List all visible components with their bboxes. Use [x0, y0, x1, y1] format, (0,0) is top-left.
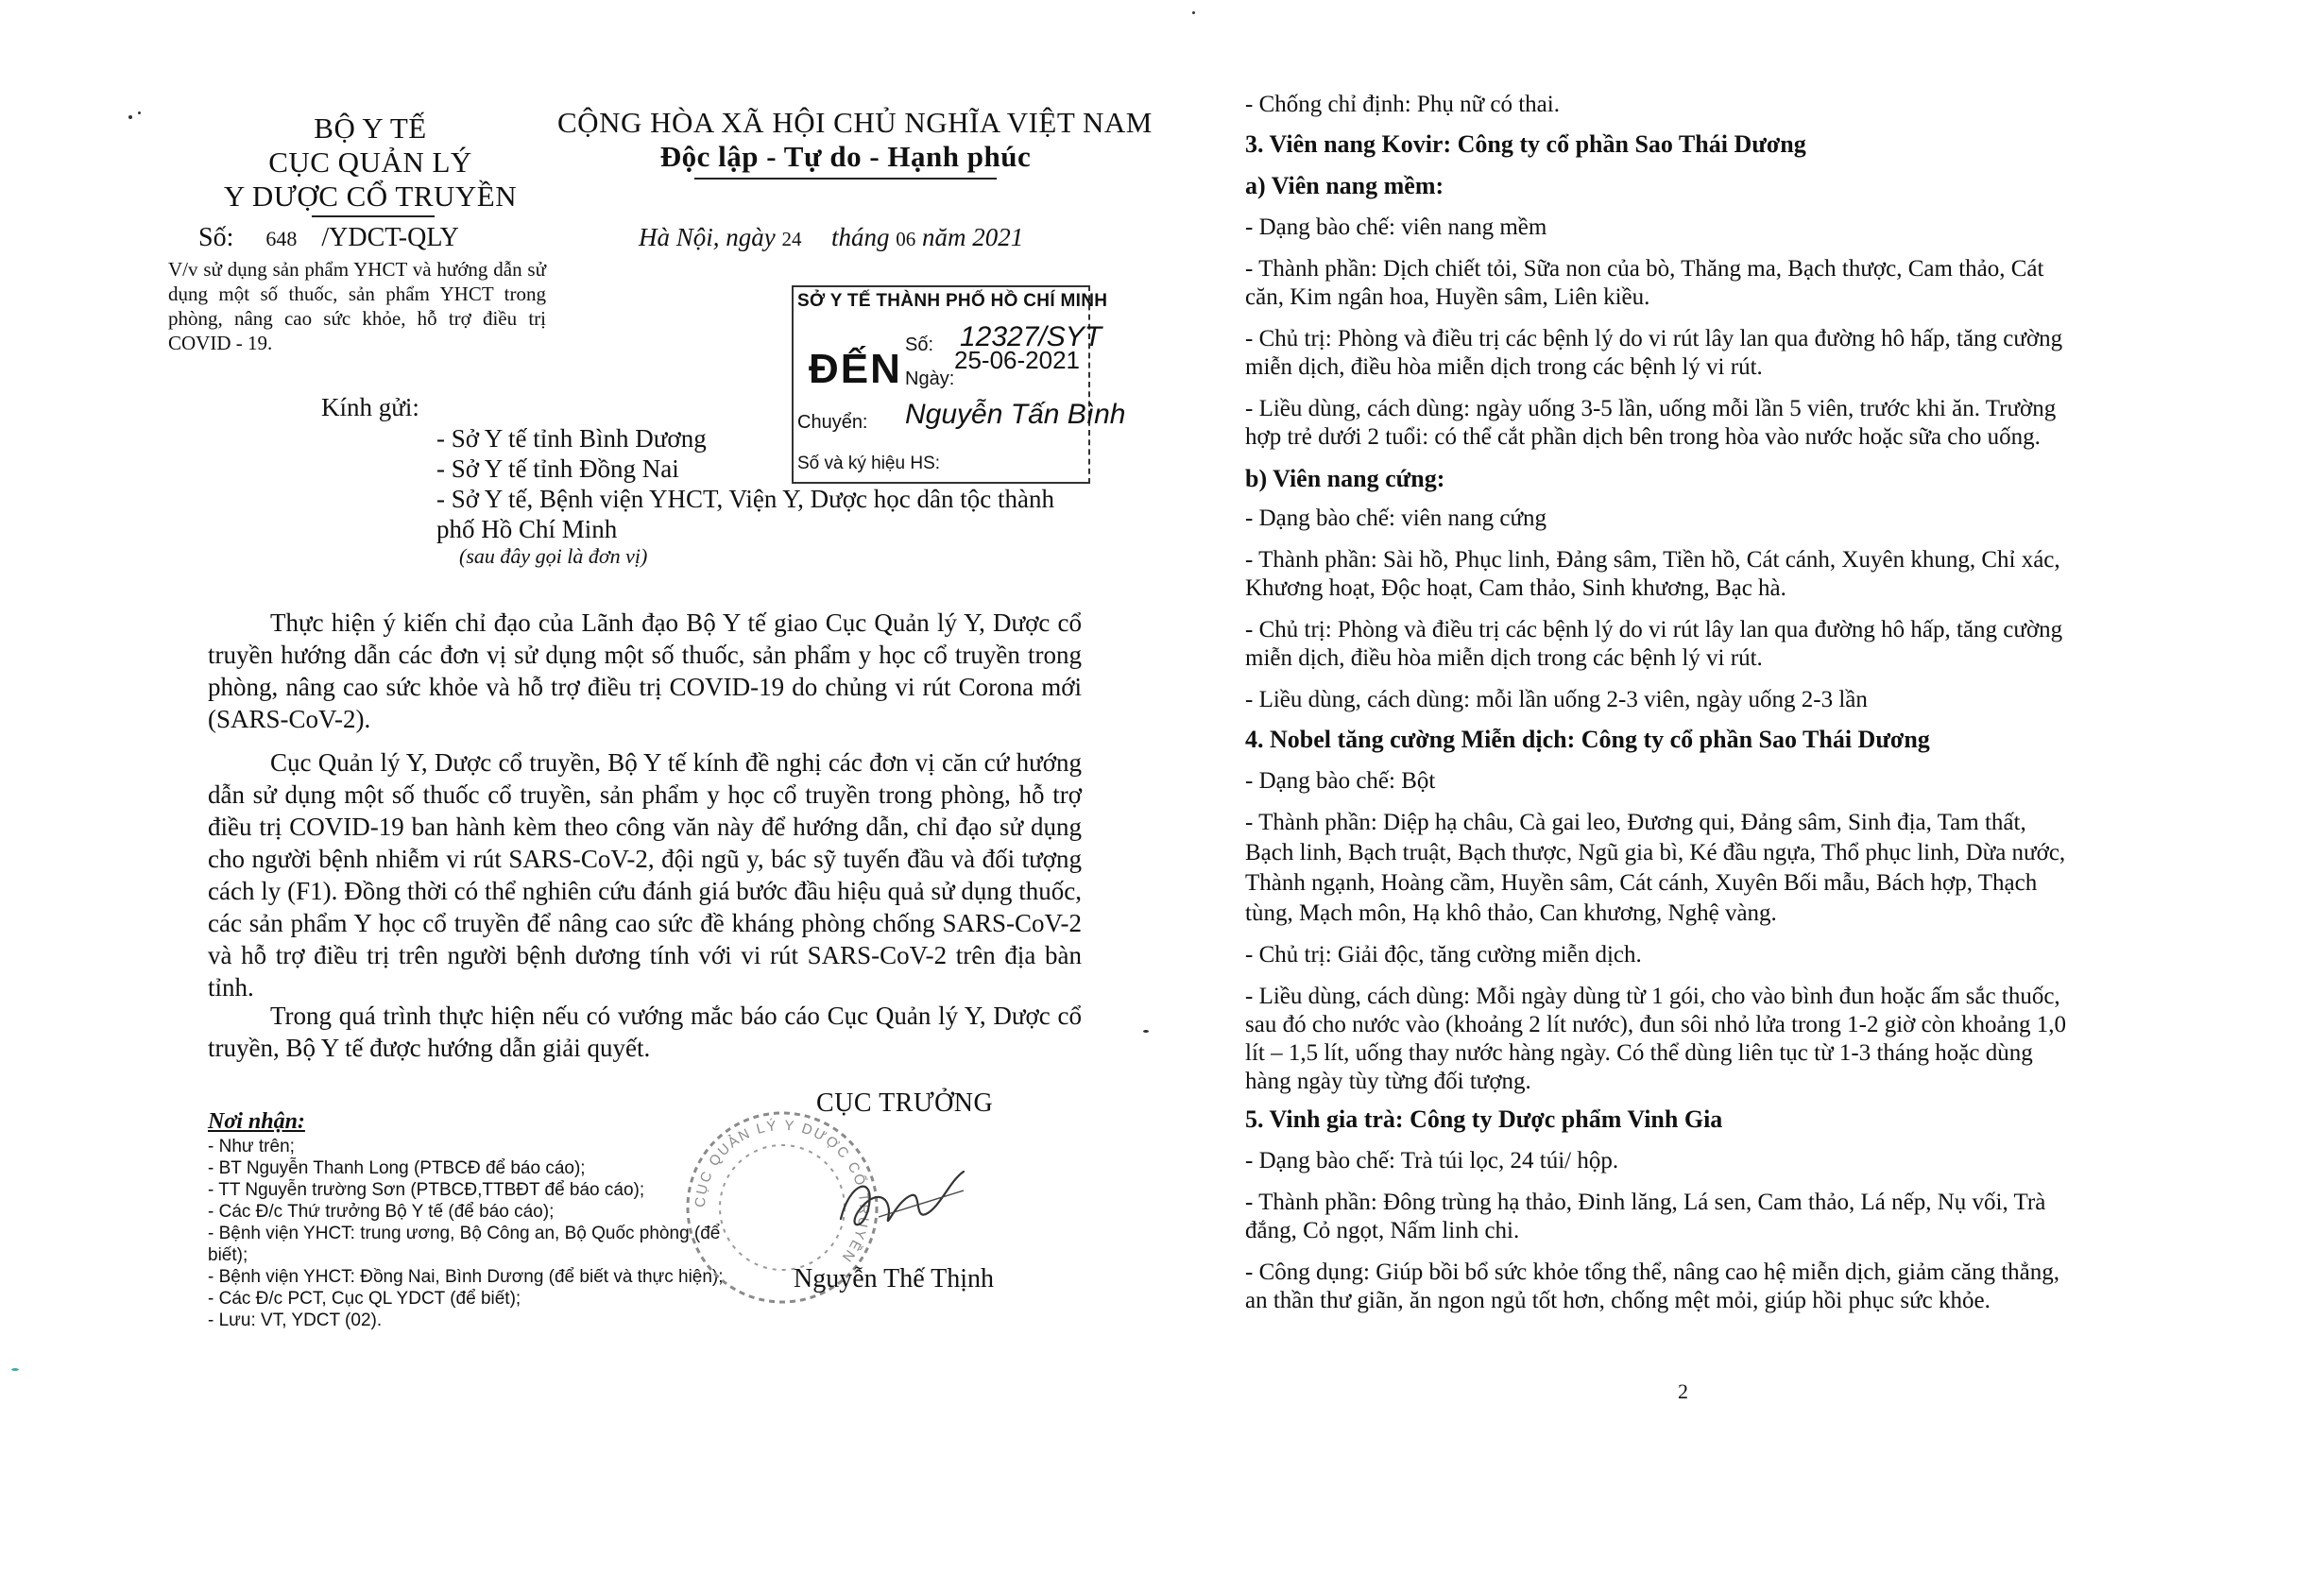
- agency-line-1: BỘ Y TẾ: [314, 111, 427, 145]
- text-line: - Dạng bào chế: Bột: [1245, 768, 1436, 794]
- text-line: - Thành phần: Diệp hạ châu, Cà gai leo, Đương qui, Đảng sâm, Sinh địa, Tam thất,: [1245, 810, 2026, 835]
- motto-underline: [694, 178, 997, 180]
- issuing-agency: [210, 111, 531, 214]
- list-item: - Lưu: VT, YDCT (02).: [208, 1310, 383, 1330]
- body-paragraph-2: Cục Quản lý Y, Dược cổ truyền, Bộ Y tế kính đề nghị các đơn vị căn cứ hướng dẫn sử dụng một số thuốc cổ truyền, sản phẩm y học cổ truyền trong phòng, hỗ trợ điều trị COVID-19 ban hành kèm theo công văn này để hướng dẫn, chỉ đạo sử dụng cho người bệnh nhiễm vi rút SARS-CoV-2, đội ngũ y, bác sỹ tuyến đầu và đối tượng cách ly (F1). Đồng thời có thể nghiên cứu đánh giá bước đầu hiệu quả sử dụng thuốc, các sản phẩm Y học cổ truyền để nâng cao sức đề kháng phòng chống SARS-CoV-2 và hỗ trợ điều trị trên người bệnh dương tính với vi rút SARS-CoV-2 trên địa bàn tỉnh.: [208, 748, 1082, 1002]
- subsection-heading: b) Viên nang cứng:: [1245, 465, 1445, 492]
- list-item: - Các Đ/c Thứ trưởng Bộ Y tế (để báo cáo);: [208, 1202, 555, 1222]
- recipient-line-1: - Sở Y tế tỉnh Bình Dương: [436, 424, 707, 453]
- recipients-list: [208, 1136, 737, 1331]
- doc-no-value: 648: [265, 227, 298, 250]
- doc-no-label: Số:: [198, 223, 234, 252]
- signer-title: CỤC TRƯỞNG: [816, 1088, 994, 1118]
- text-line: - Chống chỉ định: Phụ nữ có thai.: [1245, 92, 1560, 117]
- date-month: 06: [896, 228, 916, 250]
- list-item: - Các Đ/c PCT, Cục QL YDCT (để biết);: [208, 1289, 521, 1309]
- handwritten-signature: [822, 1162, 973, 1247]
- text-line: hàng ngày tùy từng đối tượng.: [1245, 1069, 1531, 1094]
- stamp-chuyen-value: Nguyễn Tấn Bình: [905, 399, 1126, 430]
- agency-line-3: Y DƯỢC CỔ TRUYỀN: [223, 180, 518, 213]
- text-line: - Chủ trị: Phòng và điều trị các bệnh lý do vi rút lây lan qua đường hô hấp, tăng cường: [1245, 617, 2063, 642]
- text-line: - Liều dùng, cách dùng: mỗi lần uống 2-3 viên, ngày uống 2-3 lần: [1245, 687, 1868, 712]
- list-item: - Như trên;: [208, 1137, 295, 1156]
- text-line: miễn dịch, điều hòa miễn dịch trong các bệnh lý vi rút.: [1245, 645, 1763, 671]
- date-day: 24: [781, 228, 802, 250]
- text-line: - Chủ trị: Giải độc, tăng cường miễn dịch.: [1245, 942, 1642, 968]
- stamp-ngay-label: Ngày:: [905, 368, 955, 389]
- body-paragraph-1: Thực hiện ý kiến chỉ đạo của Lãnh đạo Bộ Y tế giao Cục Quản lý Y, Dược cổ truyền hướng dẫn các đơn vị sử dụng một số thuốc, sản phẩm y học cổ truyền trong phòng, nâng cao sức khỏe và hỗ trợ điều trị COVID-19 do chủng vi rút Corona mới (SARS-CoV-2).: [208, 608, 1082, 733]
- recipient-line-3: - Sở Y tế, Bệnh viện YHCT, Viện Y, Dược học dân tộc thành phố Hồ Chí Minh: [436, 485, 1054, 543]
- text-line: - Liều dùng, cách dùng: ngày uống 3-5 lần, uống mỗi lần 5 viên, trước khi ăn. Trường: [1245, 396, 2057, 421]
- seal-text: CỤC QUẢN LÝ Y DƯỢC CỔ TRUYỀN: [692, 1117, 873, 1266]
- list-item: - BT Nguyễn Thanh Long (PTBCĐ để báo cáo);: [208, 1158, 586, 1178]
- stamp-hs-label: Số và ký hiệu HS:: [797, 454, 941, 473]
- text-line: - Thành phần: Sài hồ, Phục linh, Đảng sâm, Tiền hồ, Cát cánh, Xuyên khung, Chỉ xác,: [1245, 547, 2060, 573]
- stamp-so-value: 12327/SYT: [960, 321, 1102, 352]
- text-line: - Dạng bào chế: viên nang mềm: [1245, 214, 1547, 240]
- text-line: - Liều dùng, cách dùng: Mỗi ngày dùng từ 1 gói, cho vào bình đun hoặc ấm sắc thuốc,: [1245, 984, 2060, 1009]
- text-line: - Dạng bào chế: Trà túi lọc, 24 túi/ hộp.: [1245, 1148, 1619, 1173]
- list-item: - Bệnh viện YHCT: trung ương, Bộ Công an, Bộ Quốc phòng (để biết);: [208, 1224, 721, 1265]
- scan-speck: [1192, 11, 1195, 14]
- scan-speck: [1143, 1030, 1149, 1033]
- section-heading: 5. Vinh gia trà: Công ty Dược phẩm Vinh Gia: [1245, 1105, 1723, 1133]
- letter-page-2: [1162, 0, 2324, 1576]
- scan-speck: [11, 1368, 19, 1371]
- text-line: Khương hoạt, Độc hoạt, Cam thảo, Sinh khương, Bạc hà.: [1245, 575, 1786, 601]
- stamp-den: ĐẾN: [809, 346, 902, 392]
- stamp-so-label: Số:: [905, 334, 934, 355]
- recipients-note: (sau đây gọi là đơn vị): [459, 544, 648, 568]
- text-line: an thần thư giãn, ăn ngon ngủ tốt hơn, chống mệt mỏi, giúp hồi phục sức khỏe.: [1245, 1288, 1991, 1313]
- agency-line-2: CỤC QUẢN LÝ: [268, 146, 472, 179]
- issue-date: [639, 223, 1023, 252]
- text-line: lít – 1,5 lít, uống thay nước hàng ngày. Có thể dùng liên tục từ 1-3 tháng hoặc dùng: [1245, 1040, 2033, 1066]
- text-line: hợp trẻ dưới 2 tuổi: có thể cắt phần dịch bên trong hòa vào nước hoặc sữa cho uống.: [1245, 424, 2041, 450]
- text-line: đắng, Cỏ ngọt, Nấm linh chi.: [1245, 1218, 1520, 1243]
- text-line: miễn dịch, điều hòa miễn dịch trong các bệnh lý vi rút.: [1245, 354, 1763, 380]
- date-month-label: tháng: [831, 223, 890, 251]
- agency-underline: [312, 215, 435, 217]
- scan-speck: [128, 115, 132, 119]
- page-number: 2: [1678, 1379, 1688, 1403]
- stamp-header: SỞ Y TẾ THÀNH PHỐ HỒ CHÍ MINH: [797, 291, 1108, 311]
- subsection-heading: a) Viên nang mềm:: [1245, 172, 1444, 199]
- text-line: Thành ngạnh, Hoàng cầm, Huyền sâm, Cát cánh, Xuyên Bối mẫu, Bách hợp, Thạch: [1245, 870, 2038, 896]
- section-heading: 4. Nobel tăng cường Miễn dịch: Công ty cổ phần Sao Thái Dương: [1245, 726, 1930, 753]
- stamp-ngay-value: 25-06-2021: [954, 346, 1080, 374]
- text-line: căn, Kim ngân hoa, Huyền sâm, Liên kiều.: [1245, 284, 1650, 310]
- nation-motto: Độc lập - Tự do - Hạnh phúc: [659, 140, 1032, 173]
- body-paragraph-3: Trong quá trình thực hiện nếu có vướng mắc báo cáo Cục Quản lý Y, Dược cổ truyền, Bộ Y tế được hướng dẫn giải quyết.: [208, 1002, 1082, 1062]
- list-item: - Bệnh viện YHCT: Đồng Nai, Bình Dương (để biết và thực hiện);: [208, 1267, 724, 1287]
- date-prefix: Hà Nội, ngày: [639, 223, 776, 251]
- text-line: - Chủ trị: Phòng và điều trị các bệnh lý do vi rút lây lan qua đường hô hấp, tăng cường: [1245, 326, 2063, 351]
- signer-name: Nguyễn Thế Thịnh: [794, 1264, 995, 1293]
- document-subject: V/v sử dụng sản phẩm YHCT và hướng dẫn sử dụng một số thuốc, sản phẩm YHCT trong phòng, nâng cao sức khỏe, hỗ trợ điều trị COVID - 19.: [168, 258, 546, 354]
- recipients-heading: Nơi nhận:: [208, 1109, 305, 1134]
- scan-speck: [138, 111, 141, 114]
- greeting: Kính gửi:: [321, 393, 419, 421]
- section-heading: 3. Viên nang Kovir: Công ty cổ phần Sao Thái Dương: [1245, 130, 1806, 158]
- national-header: [557, 106, 1153, 174]
- date-year: năm 2021: [922, 223, 1024, 251]
- doc-no-suffix: /YDCT-QLY: [321, 223, 459, 252]
- text-line: - Thành phần: Đông trùng hạ thảo, Đinh lăng, Lá sen, Cam thảo, Lá nếp, Nụ vối, Trà: [1245, 1190, 2046, 1215]
- text-line: sau đó cho nước vào (khoảng 2 lít nước), đun sôi nhỏ lửa trong 1-2 giờ còn khoảng 1,0: [1245, 1012, 2067, 1037]
- text-line: - Công dụng: Giúp bồi bổ sức khỏe tổng thể, nâng cao hệ miễn dịch, giảm căng thẳng,: [1245, 1259, 2059, 1285]
- text-line: Bạch linh, Bạch truật, Bạch thược, Ngũ gia bì, Ké đầu ngựa, Thổ phục linh, Dừa nước,: [1245, 840, 2066, 865]
- text-line: - Dạng bào chế: viên nang cứng: [1245, 505, 1546, 531]
- text-line: tùng, Mạch môn, Hạ khô thảo, Can khương, Nghệ vàng.: [1245, 900, 1777, 926]
- nation-title: CỘNG HÒA XÃ HỘI CHỦ NGHĨA VIỆT NAM: [557, 106, 1153, 139]
- document-number: [198, 223, 459, 253]
- text-line: - Thành phần: Dịch chiết tỏi, Sữa non của bò, Thăng ma, Bạch thược, Cam thảo, Cát: [1245, 256, 2044, 282]
- recipient-line-2: - Sở Y tế tỉnh Đồng Nai: [436, 454, 679, 483]
- list-item: - TT Nguyễn trường Sơn (PTBCĐ,TTBĐT để báo cáo);: [208, 1180, 645, 1200]
- stamp-chuyen-label: Chuyển:: [797, 412, 868, 433]
